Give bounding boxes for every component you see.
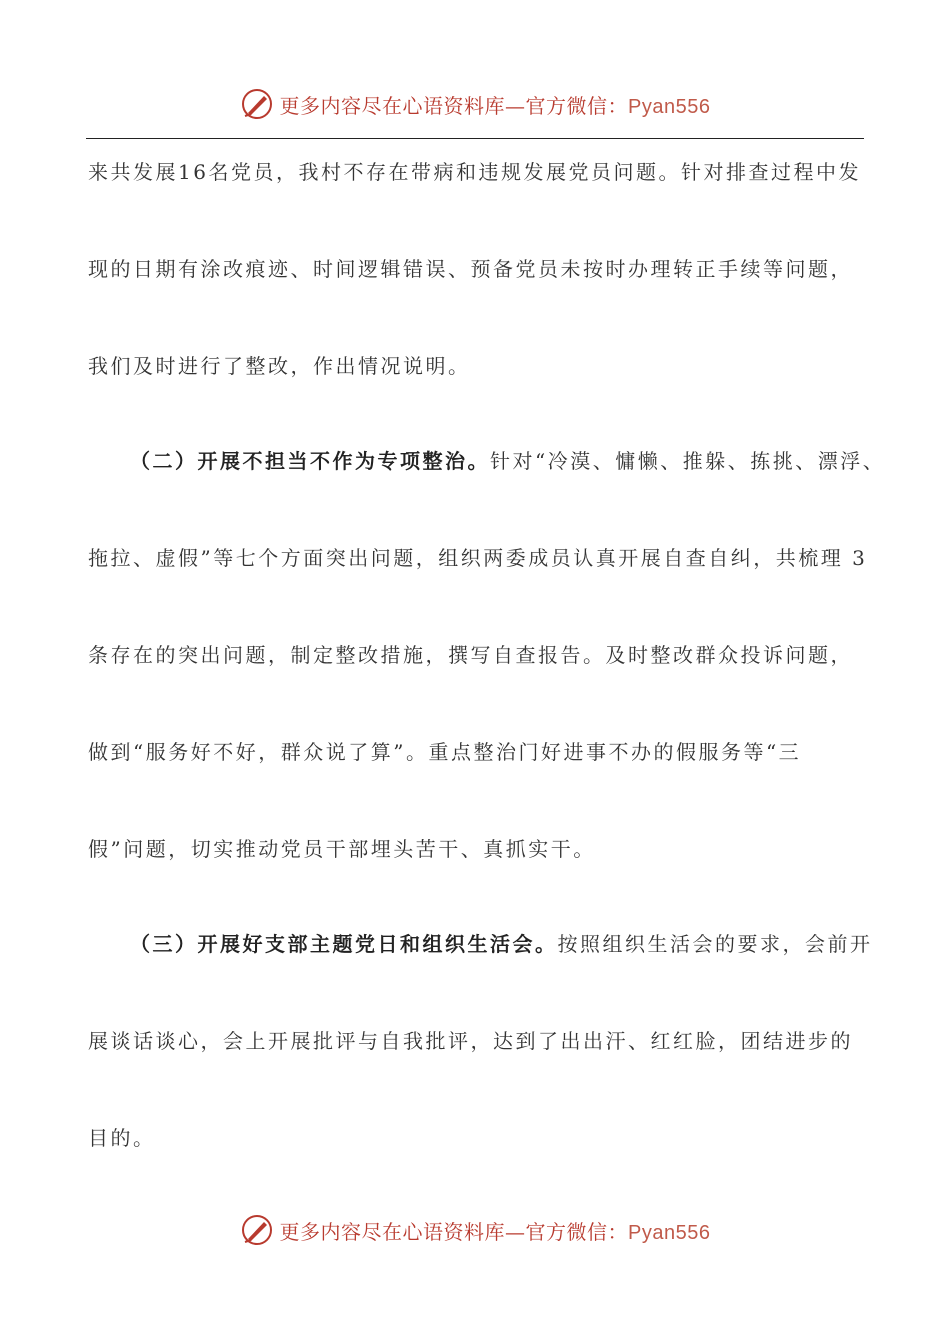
body-line: 目的。 — [88, 1126, 156, 1150]
page-header — [0, 86, 950, 122]
section-3-heading: （三）开展好支部主题党日和组织生活会。 — [130, 932, 558, 956]
wechat-id: Pyan556 — [628, 95, 711, 118]
body-line: 展谈话谈心，会上开展批评与自我批评，达到了出出汗、红红脸，团结进步的 — [88, 1029, 853, 1053]
quill-logo-icon — [240, 87, 274, 121]
section-2-first-line — [88, 439, 886, 536]
body-line: 我们及时进行了整改，作出情况说明。 — [88, 354, 471, 378]
document-body — [88, 150, 886, 1213]
wechat-id: Pyan556 — [628, 1221, 711, 1244]
brand-text: 更多内容尽在心语资料库—官方微信：Pyan556 — [279, 1219, 711, 1244]
quill-logo-icon — [240, 1213, 274, 1247]
body-line: 拖拉、虚假”等七个方面突出问题，组织两委成员认真开展自查自纠，共梳理 3 — [88, 546, 868, 570]
section-3-first-line — [88, 922, 878, 1019]
section-3-text: 按照组织生活会的要求，会前开 — [557, 932, 873, 956]
body-line: 现的日期有涂改痕迹、时间逻辑错误、预备党员未按时办理转正手续等问题， — [88, 257, 853, 281]
brand-text: 更多内容尽在心语资料库—官方微信：Pyan556 — [279, 93, 711, 118]
page-footer — [0, 1212, 950, 1248]
section-2-heading: （二）开展不担当不作为专项整治。 — [130, 449, 490, 473]
body-line: 条存在的突出问题，制定整改措施，撰写自查报告。及时整改群众投诉问题， — [88, 643, 853, 667]
body-line: 假”问题，切实推动党员干部埋头苦干、真抓实干。 — [88, 837, 596, 861]
header-divider — [86, 138, 864, 139]
body-line: 做到“服务好不好，群众说了算”。重点整治门好进事不办的假服务等“三 — [88, 740, 802, 764]
body-line: 来共发展16名党员，我村不存在带病和违规发展党员问题。针对排查过程中发 — [88, 160, 861, 184]
section-2-text: 针对“冷漠、慵懒、推躲、拣挑、漂浮、 — [490, 449, 886, 473]
